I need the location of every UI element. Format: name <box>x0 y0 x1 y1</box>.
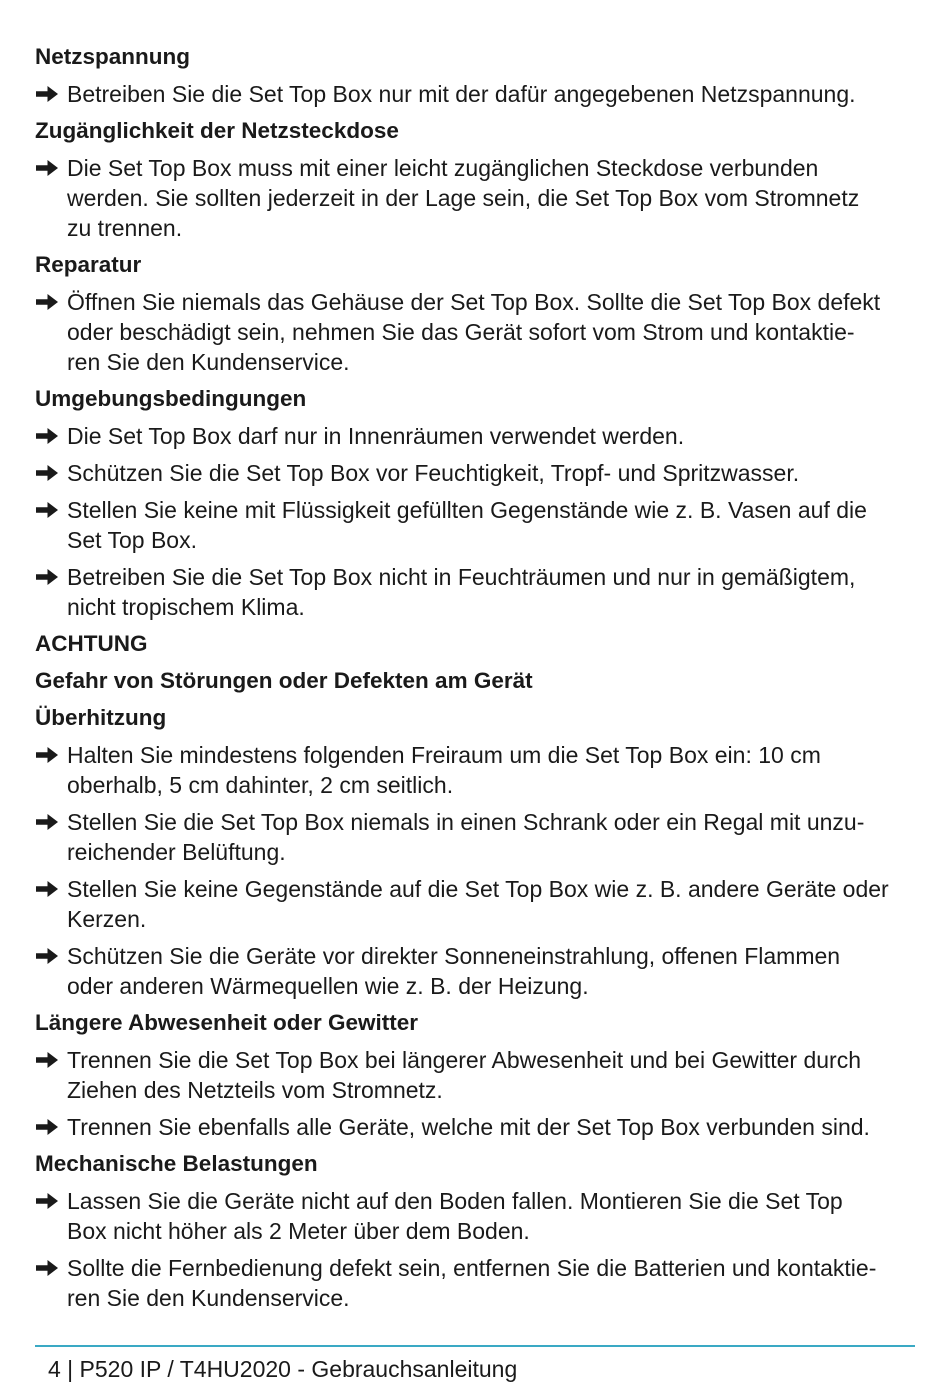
bullet-item <box>35 287 915 377</box>
section-heading: Zugänglichkeit der Netzsteckdose <box>35 118 399 143</box>
bullet-text-line: oder anderen Wärmequellen wie z. B. der Heizung. <box>67 973 589 999</box>
section-heading: Umgebungsbedingungen <box>35 386 307 411</box>
bullet-text-line: Betreiben Sie die Set Top Box nur mit der dafür angegebenen Netzspannung. <box>67 81 856 107</box>
bullet-text-line: oder beschädigt sein, nehmen Sie das Gerät sofort vom Strom und kontaktie- <box>67 319 855 345</box>
bullet-item <box>35 153 915 243</box>
bullet-item <box>35 79 915 109</box>
arrow-right-icon <box>35 287 61 317</box>
bullet-text-line: Stellen Sie die Set Top Box niemals in einen Schrank oder ein Regal mit unzu- <box>67 809 865 835</box>
bullet-text-line: Betreiben Sie die Set Top Box nicht in Feuchträumen und nur in gemäßigtem, <box>67 564 856 590</box>
arrow-right-icon <box>35 495 61 525</box>
bullet-text-line: werden. Sie sollten jederzeit in der Lage sein, die Set Top Box vom Stromnetz <box>67 185 860 211</box>
arrow-right-icon <box>35 740 61 770</box>
bullet-text-line: zu trennen. <box>67 215 183 241</box>
section-heading: Längere Abwesenheit oder Gewitter <box>35 1010 419 1035</box>
arrow-right-icon <box>35 1045 61 1075</box>
arrow-right-icon <box>35 1186 61 1216</box>
bullet-item <box>35 421 915 451</box>
section-heading: Überhitzung <box>35 705 167 730</box>
bullet-text-line: ren Sie den Kundenservice. <box>67 1285 350 1311</box>
bullet-text-line: reichender Belüftung. <box>67 839 286 865</box>
bullet-text-line: Kerzen. <box>67 906 147 932</box>
bullet-item <box>35 458 915 488</box>
bullet-text-line: Trennen Sie die Set Top Box bei längerer Abwesenheit und bei Gewitter durch <box>67 1047 861 1073</box>
bullet-text-line: Öffnen Sie niemals das Gehäuse der Set Top Box. Sollte die Set Top Box defekt <box>67 289 881 315</box>
bullet-item <box>35 807 915 867</box>
bullet-text-line: Lassen Sie die Geräte nicht auf den Boden fallen. Montieren Sie die Set Top <box>67 1188 843 1214</box>
bullet-text-line: nicht tropischem Klima. <box>67 594 305 620</box>
footer-divider <box>35 1345 915 1347</box>
bullet-text-line: ren Sie den Kundenservice. <box>67 349 350 375</box>
arrow-right-icon <box>35 421 61 451</box>
bullet-text-line: Stellen Sie keine Gegenstände auf die Set Top Box wie z. B. andere Geräte oder <box>67 876 889 902</box>
arrow-right-icon <box>35 458 61 488</box>
bullet-item <box>35 941 915 1001</box>
bullet-item <box>35 562 915 622</box>
arrow-right-icon <box>35 79 61 109</box>
arrow-right-icon <box>35 562 61 592</box>
bullet-item <box>35 874 915 934</box>
document-body <box>35 42 915 1320</box>
arrow-right-icon <box>35 941 61 971</box>
bullet-item <box>35 495 915 555</box>
section-heading: ACHTUNG <box>35 631 148 656</box>
section-heading: Gefahr von Störungen oder Defekten am Gerät <box>35 668 533 693</box>
arrow-right-icon <box>35 1112 61 1142</box>
footer-page-label: 4 | P520 IP / T4HU2020 - Gebrauchsanleitung <box>48 1356 518 1382</box>
bullet-item <box>35 1045 915 1105</box>
bullet-text-line: Sollte die Fernbedienung defekt sein, entfernen Sie die Batterien und kontaktie- <box>67 1255 877 1281</box>
bullet-text-line: Die Set Top Box muss mit einer leicht zugänglichen Steckdose verbunden <box>67 155 819 181</box>
bullet-text-line: Ziehen des Netzteils vom Stromnetz. <box>67 1077 443 1103</box>
section-heading: Mechanische Belastungen <box>35 1151 318 1176</box>
bullet-text-line: Schützen Sie die Set Top Box vor Feuchtigkeit, Tropf- und Spritzwasser. <box>67 460 800 486</box>
arrow-right-icon <box>35 153 61 183</box>
bullet-text-line: Schützen Sie die Geräte vor direkter Sonneneinstrahlung, offenen Flammen <box>67 943 841 969</box>
bullet-text-line: Box nicht höher als 2 Meter über dem Boden. <box>67 1218 530 1244</box>
arrow-right-icon <box>35 1253 61 1283</box>
bullet-text-line: Halten Sie mindestens folgenden Freiraum um die Set Top Box ein: 10 cm <box>67 742 821 768</box>
bullet-text-line: oberhalb, 5 cm dahinter, 2 cm seitlich. <box>67 772 454 798</box>
section-heading: Reparatur <box>35 252 142 277</box>
arrow-right-icon <box>35 807 61 837</box>
section-heading: Netzspannung <box>35 44 190 69</box>
bullet-item <box>35 740 915 800</box>
bullet-text-line: Trennen Sie ebenfalls alle Geräte, welche mit der Set Top Box verbunden sind. <box>67 1114 870 1140</box>
bullet-text-line: Die Set Top Box darf nur in Innenräumen verwendet werden. <box>67 423 685 449</box>
bullet-item <box>35 1253 915 1313</box>
bullet-text-line: Stellen Sie keine mit Flüssigkeit gefüllten Gegenstände wie z. B. Vasen auf die <box>67 497 867 523</box>
bullet-item <box>35 1186 915 1246</box>
bullet-item <box>35 1112 915 1142</box>
arrow-right-icon <box>35 874 61 904</box>
bullet-text-line: Set Top Box. <box>67 527 197 553</box>
